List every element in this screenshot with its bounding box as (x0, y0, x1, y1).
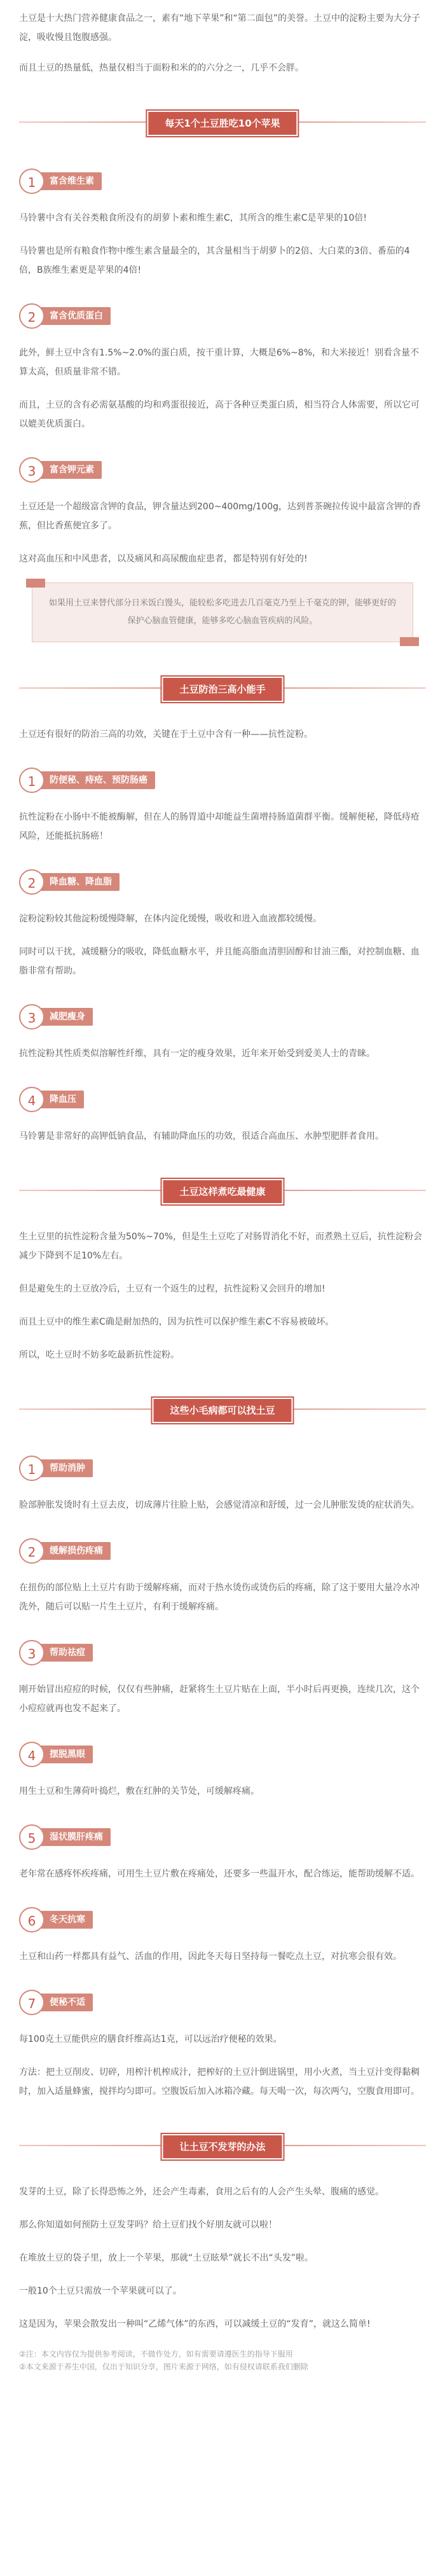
item-block (19, 1815, 426, 1884)
item-block (19, 1980, 426, 2101)
section-paragraph: 这是因为，苹果会散发出一种叫“乙烯气体”的东西，可以减缓土豆的“发育”，就这么简单! (19, 2319, 371, 2329)
item-title: 降血糖、降血脂 (41, 873, 120, 891)
item-header (19, 758, 426, 802)
item-title: 便秘不适 (41, 1994, 93, 2011)
item-paragraph: 这对高血压和中风患者，以及痛风和高尿酸血症患者，都是特别有好处的! (19, 554, 308, 564)
item-title: 富含钾元素 (41, 461, 102, 479)
item-header (19, 294, 426, 338)
item-number: 3 (19, 457, 44, 483)
item-block (19, 1446, 426, 1515)
item-block (19, 1630, 426, 1718)
item-number: 7 (19, 1990, 44, 2015)
item-number: 5 (19, 1824, 44, 1850)
item-title: 冬天抗寒 (41, 1911, 93, 1929)
item-header (19, 448, 426, 492)
item-number: 1 (19, 768, 44, 793)
intro-paragraph: 而且土豆的热量低，热量仅相当于面粉和米的的六分之一，几乎不会胖。 (19, 63, 304, 73)
item-paragraph: 在扭伤的部位贴上土豆片有助于缓解疼痛，而对于热水烫伤或烫伤后的疼痛，除了这于要用大量冷水冲洗外，随后可以贴一片生土豆片，有利于缓解疼痛。 (19, 1583, 420, 1612)
section-paragraph: 在堆放土豆的袋子里，放上一个苹果，那就“土豆眩晕”就长不出“头发”啦。 (19, 2253, 314, 2263)
section-paragraph: 但是避免生的土豆放冷后，土豆有一个返生的过程，抗性淀粉又会回升的增加! (19, 1284, 325, 1294)
section-header (19, 658, 426, 719)
item-title: 富含优质蛋白 (41, 307, 111, 325)
item-number: 2 (19, 1538, 44, 1564)
item-number: 2 (19, 303, 44, 329)
item-title: 缓解损伤疼痛 (41, 1542, 111, 1560)
item-header (19, 159, 426, 203)
item-header (19, 1980, 426, 2025)
section-paragraph: 一般10个土豆只需放一个苹果就可以了。 (19, 2286, 182, 2296)
item-paragraph: 抗性淀粉其性质类似溶解性纤维，具有一定的瘦身效果，近年来开始受到爱美人士的青睐。 (19, 1049, 375, 1059)
item-paragraph: 马铃薯中含有关谷类粮食所没有的胡萝卜素和维生素C，其所含的维生素C是苹果的10倍! (19, 213, 367, 223)
item-title: 减肥瘦身 (41, 1008, 93, 1026)
item-block (19, 1077, 426, 1146)
item-number: 3 (19, 1004, 44, 1030)
item-number: 3 (19, 1640, 44, 1665)
section-paragraph: 所以，吃土豆时不妨多吃最新抗性淀粉。 (19, 1350, 179, 1360)
item-title: 降血压 (41, 1091, 84, 1108)
section-title: 每天1个土豆胜吃10个苹果 (147, 111, 298, 136)
item-block (19, 1898, 426, 1966)
item-block (19, 159, 426, 280)
item-block (19, 448, 426, 568)
section-paragraph: 那么你知道如何预防土豆发芽吗？给土豆们找个好朋友就可以啦！ (19, 2220, 277, 2230)
item-header (19, 1446, 426, 1491)
item-paragraph: 脸部肿胀发烫时有土豆去皮，切成薄片往脸上贴，会感觉清凉和舒缓，过一会儿肿胀发烫的症状消失。 (19, 1500, 420, 1510)
item-paragraph: 马铃薯是非常好的高钾低钠食品，有辅助降血压的功效，很适合高血压、水肿型肥胖者食用。 (19, 1131, 384, 1141)
item-paragraph: 土豆还是一个超级富含钾的食品，钾含量达到200~400mg/100g，达到普茶碗拉传说中最富含钾的香蕉，但比香蕉便宜多了。 (19, 502, 421, 531)
item-title: 摆脱黑眼 (41, 1746, 93, 1763)
section-paragraph: 发芽的土豆，除了长得恐怖之外，还会产生毒素，食用之后有的人会产生头晕、腹痛的感觉。 (19, 2187, 384, 2197)
section-paragraph: 生土豆里的抗性淀粉含量为50%~70%，但是生土豆吃了对肠胃消化不好，而煮熟土豆后，抗性淀粉会减少下降到不足10%左右。 (19, 1232, 422, 1261)
section-title: 让土豆不发芽的办法 (161, 2134, 283, 2159)
item-number: 1 (19, 169, 44, 194)
item-paragraph: 马铃薯也是所有粮食作物中维生素含量最全的，其含量相当于胡萝卜的2倍、大白菜的3倍、番茄的4倍，B族维生素更是苹果的4倍! (19, 246, 410, 275)
section-title: 土豆防治三高小能手 (161, 677, 283, 702)
item-number: 1 (19, 1456, 44, 1481)
item-title: 帮助祛痘 (41, 1644, 93, 1662)
item-block (19, 860, 426, 981)
item-paragraph: 用生土豆和生薄荷叶捣烂，敷在红肿的关节处，可缓解疼痛。 (19, 1786, 259, 1796)
item-paragraph: 刚开始冒出痘痘的时候，仅仅有些肿痛，赶紧将生土豆片贴在上面，半小时后再更换，连续几次，这个小痘痘就再也发不起来了。 (19, 1684, 420, 1714)
item-block (19, 758, 426, 846)
item-title: 防便秘、痔疮、预防肠癌 (41, 771, 155, 789)
item-block (19, 1529, 426, 1616)
item-header (19, 1529, 426, 1573)
section-header (19, 2115, 426, 2176)
item-paragraph: 而且，土豆的含有必需氨基酸的均和鸡蛋很接近，高于各种豆类蛋白质，相当符合人体需要，所以它可以媲美优质蛋白。 (19, 400, 420, 429)
item-header (19, 860, 426, 904)
section-header (19, 1379, 426, 1440)
highlight-note: 如果用土豆来替代部分日米饭白馒头，能较松多吃进去几百毫克乃至上千毫克的钾，能够更好的保护心脑血管健康，能够多吃心脑血管疾病的风险。 (32, 582, 413, 642)
section-intro: 土豆还有很好的防治三高的功效，关键在于土豆中含有一种——抗性淀粉。 (19, 729, 313, 740)
item-paragraph: 淀粉淀粉较其他淀粉缓慢降解，在体内淀化缓慢，吸收和进入血液都较缓慢。 (19, 914, 322, 924)
item-paragraph: 此外，鲜土豆中含有1.5%~2.0%的蛋白质，按干重计算，大概是6%~8%，和大米接近！别看含量不算太高，但质量非常不错。 (19, 348, 420, 377)
footer-note: ②注：本文内容仅为提供参考阅读，不做作处方，如有需要请遵医生的指导下服用 ②本文来源于养生中国，仅出于知识分享，图片来源于网络，如有侵权请联系我们删除 (19, 2350, 308, 2371)
section-header (19, 92, 426, 153)
item-paragraph: 每100克土豆能供应的膳食纤维高达1克，可以远治疗便秘的效果。 (19, 2034, 282, 2044)
item-paragraph: 方法：把土豆削皮、切碎，用榨汁机榨成汁，把榨好的土豆汁倒进锅里，用小火煮，当土豆汁变得黏稠时，加入适量蜂蜜，搅拌均匀即可。空腹饭后加入冰箱冷藏。每天喝一次，每次两勺，空腹食用即可。 (19, 2067, 420, 2097)
item-paragraph: 土豆和山药一样都具有益气、活血的作用，因此冬天每日坚持每一餐吃点土豆，对抗寒会很有效。 (19, 1952, 402, 1962)
item-header (19, 1732, 426, 1777)
item-number: 4 (19, 1087, 44, 1112)
section-title: 这些小毛病都可以找土豆 (152, 1398, 292, 1423)
item-paragraph: 抗性淀粉在小肠中不能被酶解，但在人的肠胃道中却能益生菌增持肠道菌群平衡。缓解便秘，降低痔疮风险，还能抵抗肠癌！ (19, 812, 420, 841)
item-header (19, 1630, 426, 1675)
item-block (19, 294, 426, 434)
item-number: 6 (19, 1907, 44, 1932)
item-paragraph: 老年常在感疼怀疾疼痛，可用生土豆片敷在疼痛处，还要多一些温开水，配合练运，能帮助缓解不适。 (19, 1869, 420, 1879)
intro-paragraph: 土豆是十大热门营养健康食品之一，素有“地下苹果”和“第二面包”的美誉。土豆中的淀粉主要为大分子淀，吸收慢且饱腹感强。 (19, 13, 421, 43)
item-title: 帮助消肿 (41, 1459, 93, 1477)
item-title: 湿状膜肝疼痛 (41, 1828, 111, 1846)
item-number: 2 (19, 869, 44, 895)
section-header (19, 1160, 426, 1221)
item-block (19, 995, 426, 1063)
item-header (19, 1077, 426, 1122)
item-header (19, 1898, 426, 1942)
section-title: 土豆这样煮吃最健康 (161, 1179, 283, 1204)
item-title: 富含维生素 (41, 172, 102, 190)
item-header (19, 995, 426, 1039)
item-number: 4 (19, 1742, 44, 1767)
item-paragraph: 同时可以干扰，减缓糖分的吸收，降低血糖水平，并且能高脂血清胆固醇和甘油三酯，对控制血糖、血脂非常有帮助。 (19, 947, 420, 976)
section-paragraph: 而且土豆中的维生素C确是耐加热的，因为抗性可以保护维生素C不容易被破坏。 (19, 1317, 334, 1327)
item-header (19, 1815, 426, 1859)
item-block (19, 1732, 426, 1801)
